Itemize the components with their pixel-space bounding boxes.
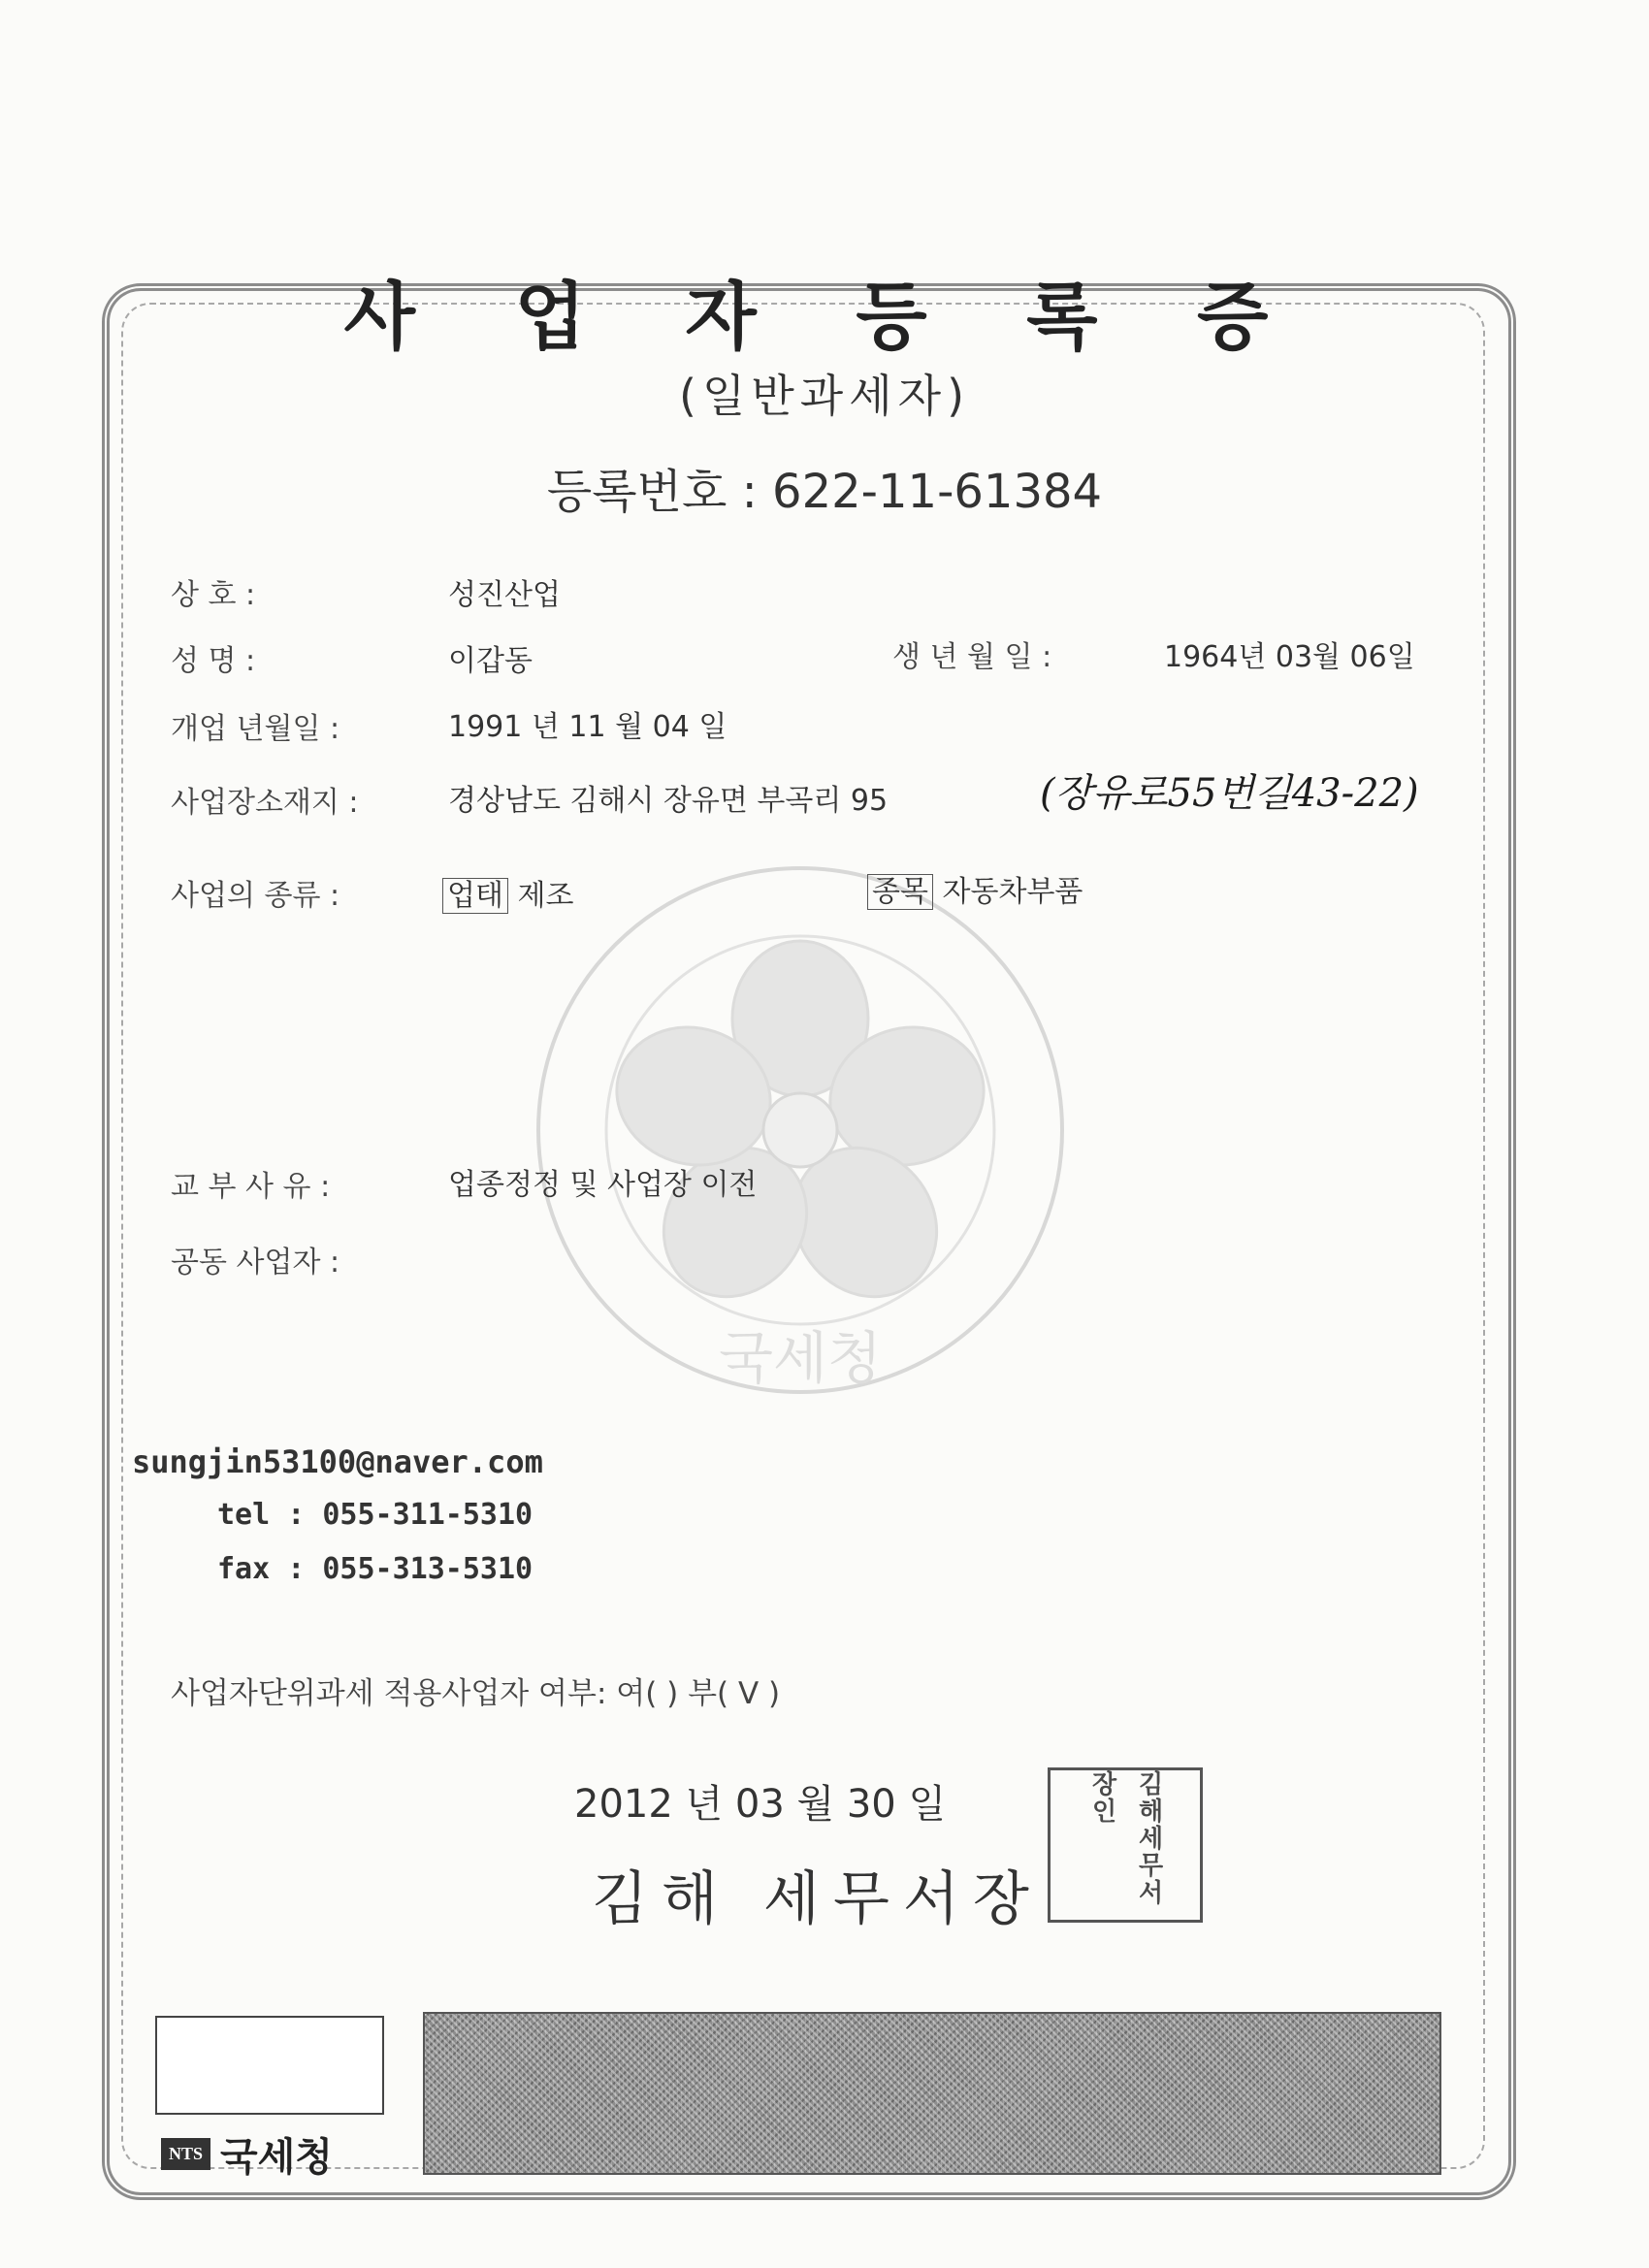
item-tag: 종목 [867,874,933,910]
joint-business-label: 공동 사업자 : [171,1246,340,1280]
address-handwritten-note: (장유로55번길43-22) [1040,771,1419,816]
official-seal-stamp [1048,1767,1203,1923]
open-date-value: 1991 년 11 월 04 일 [448,710,728,744]
nts-watermark-seal [524,854,1077,1407]
birth-label: 생 년 월 일 : [892,640,1052,674]
item-field [867,867,1083,910]
trade-name-label: 상 호 : [171,578,256,612]
issue-reason-label: 교 부 사 유 : [171,1170,331,1204]
registration-number: 등록번호 : 622-11-61384 [546,465,1103,519]
address-value: 경상남도 김해시 장유면 부곡리 95 [448,784,889,818]
category-field [442,871,573,914]
category-value: 제조 [517,879,574,913]
business-type-label: 사업의 종류 : [171,879,340,913]
birth-value: 1964년 03월 06일 [1164,640,1415,674]
unit-tax-line: 사업자단위과세 적용사업자 여부: 여( ) 부( V ) [171,1676,781,1711]
contact-fax: fax : 055-313-5310 [217,1552,534,1586]
name-value: 이갑동 [448,644,533,678]
issue-reason-value: 업종정정 및 사업장 이전 [448,1168,758,1202]
open-date-label: 개업 년월일 : [171,712,340,746]
watermark-text: 국세청 [718,1325,883,1391]
nts-logo [161,2130,333,2180]
taxpayer-type: (일반과세자) [678,370,971,422]
item-value: 자동차부품 [942,875,1083,909]
nts-logo-text: 국세청 [220,2134,333,2180]
category-tag: 업태 [442,878,508,914]
page-title: 사 업 자 등 록 증 [343,274,1306,360]
name-label: 성 명 : [171,644,256,678]
footer-blank-box [155,2016,384,2115]
official-seal-text: 김해세무서장인 [1087,1770,1163,1906]
issue-date: 2012 년 03 월 30 일 [574,1782,947,1827]
issuer-name: 김해 세무서장 [592,1865,1043,1933]
contact-tel: tel : 055-311-5310 [217,1498,534,1532]
address-label: 사업장소재지 : [171,786,359,820]
security-pattern-box [423,2012,1441,2175]
nts-badge-icon: NTS [161,2138,210,2170]
contact-email: sungjin53100@naver.com [132,1443,543,1480]
trade-name-value: 성진산업 [448,578,561,612]
